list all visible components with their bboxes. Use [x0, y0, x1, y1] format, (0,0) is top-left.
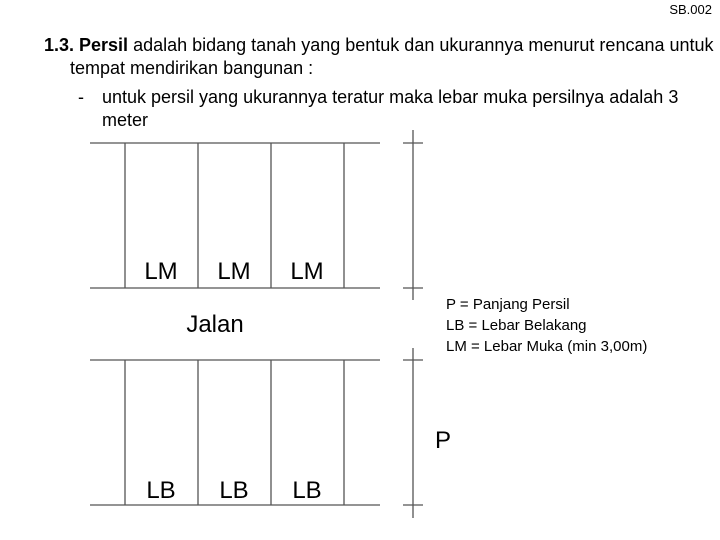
lot-label-lm-3: LM: [290, 258, 324, 285]
road-label: Jalan: [186, 311, 244, 338]
lot-label-lb-3: LB: [292, 477, 322, 504]
dimension-label-p: P: [434, 427, 452, 454]
lot-label-lm-1: LM: [144, 258, 178, 285]
legend-item-lm: LM = Lebar Muka (min 3,00m): [446, 338, 648, 355]
bullet-text: untuk persil yang ukurannya teratur maka lebar muka persilnya adalah 3 meter: [102, 87, 679, 130]
bullet-dash: -: [78, 87, 84, 107]
lot-label-lb-1: LB: [146, 477, 176, 504]
lot-label-lb-2: LB: [219, 477, 249, 504]
legend-item-p: P = Panjang Persil: [446, 296, 570, 313]
heading-text: adalah bidang tanah yang bentuk dan ukurannya menurut rencana untuk tempat mendirikan bangunan :: [70, 35, 714, 78]
lot-label-lm-2: LM: [217, 258, 251, 285]
heading-number: 1.3. Persil: [44, 35, 129, 55]
diagram-lines: [90, 130, 423, 518]
legend: [446, 294, 647, 357]
slide-code: SB.002: [669, 2, 712, 17]
legend-item-lb: LB = Lebar Belakang: [446, 317, 587, 334]
